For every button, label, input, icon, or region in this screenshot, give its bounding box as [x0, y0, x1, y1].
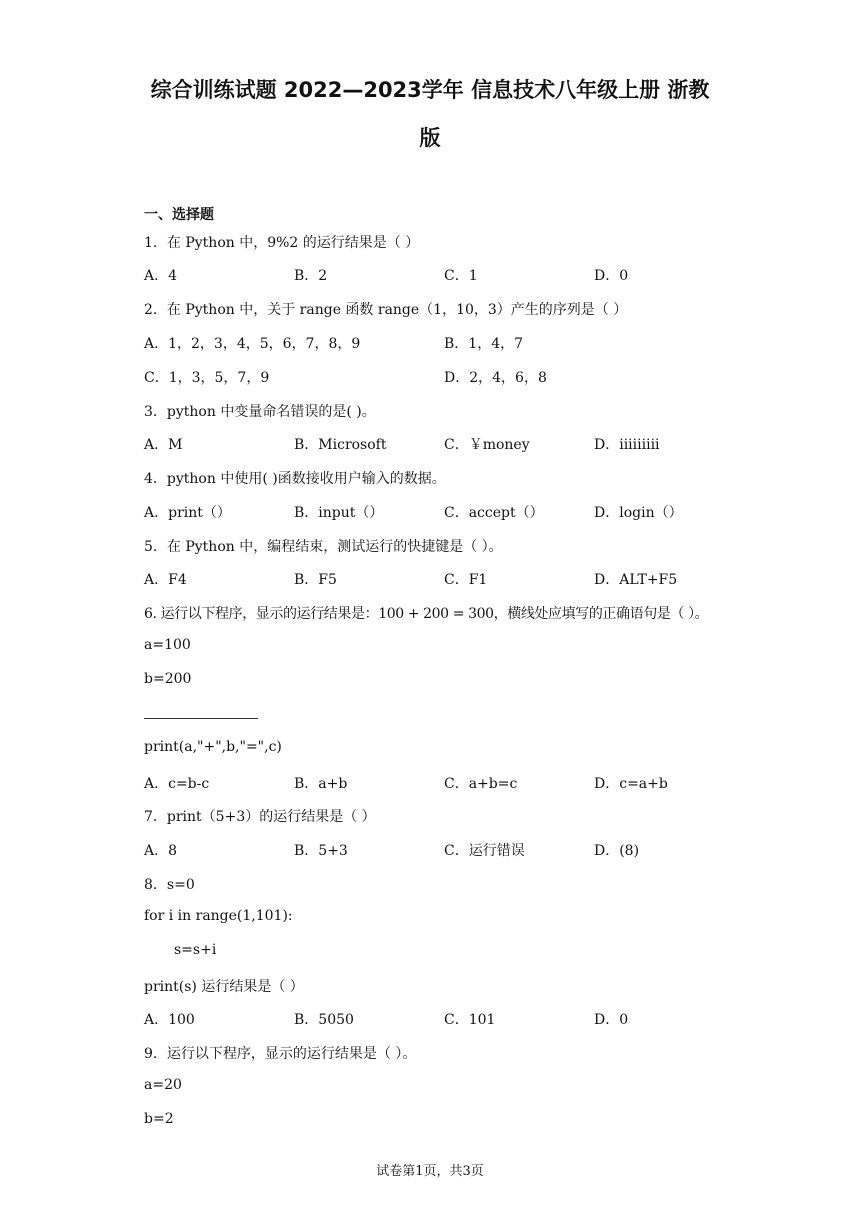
question-1-option-d: D．0 [594, 268, 629, 284]
question-9-code-line-1: a=20 [144, 1077, 182, 1093]
question-1-option-a: A．4 [144, 268, 178, 284]
question-4-stem: 4．python 中使用( )函数接收用户输入的数据。 [144, 471, 446, 487]
question-6-option-d: D．c=a+b [594, 776, 668, 792]
question-6-answer-blank [144, 718, 258, 719]
question-6-stem: 6. 运行以下程序，显示的运行结果是：100 + 200 = 300，横线处应填写的正确语句是（ ）。 [144, 606, 709, 622]
page-footer: 试卷第1页，共3页 [376, 1164, 484, 1179]
question-8-option-a: A．100 [144, 1012, 195, 1028]
question-1-option-b: B．2 [294, 268, 328, 284]
section-heading: 一、选择题 [144, 207, 214, 223]
page-title-line-1: 综合训练试题 2022—2023学年 信息技术八年级上册 浙教 [150, 78, 710, 102]
question-2-option-c: C．1，3，5，7，9 [144, 370, 270, 386]
question-5-stem: 5．在 Python 中，编程结束，测试运行的快捷键是（ ）。 [144, 539, 503, 555]
question-1-stem: 1．在 Python 中，9%2 的运行结果是（ ） [144, 235, 420, 251]
question-8-option-c: C．101 [444, 1012, 496, 1028]
question-8-option-d: D．0 [594, 1012, 629, 1028]
question-3-option-b: B．Microsoft [294, 437, 387, 453]
question-4-option-b: B．input（） [294, 505, 384, 521]
question-3-stem: 3．python 中变量命名错误的是( )。 [144, 404, 376, 420]
question-2-option-d: D．2，4，6，8 [444, 370, 547, 386]
question-4-option-d: D．login（） [594, 505, 683, 521]
question-8-option-b: B．5050 [294, 1012, 354, 1028]
question-9-stem: 9．运行以下程序，显示的运行结果是（ ）。 [144, 1046, 417, 1062]
question-7-option-b: B．5+3 [294, 843, 348, 859]
question-8-code-line-3: print(s) 运行结果是（ ） [144, 979, 304, 995]
question-1-option-c: C．1 [444, 268, 478, 284]
question-5-option-d: D．ALT+F5 [594, 572, 678, 588]
question-8-code-line-2: s=s+i [174, 942, 217, 958]
question-3-option-c: C．￥money [444, 437, 530, 453]
question-5-option-c: C．F1 [444, 572, 488, 588]
question-7-option-c: C．运行错误 [444, 843, 525, 859]
question-6-option-b: B．a+b [294, 776, 348, 792]
question-5-option-b: B．F5 [294, 572, 337, 588]
question-6-code-line-3: print(a,"+",b,"=",c) [144, 739, 282, 755]
question-4-option-c: C．accept（） [444, 505, 544, 521]
question-2-stem: 2．在 Python 中，关于 range 函数 range（1，10，3）产生的序列是（ ） [144, 302, 628, 318]
question-6-code-line-2: b=200 [144, 671, 192, 687]
question-6-option-a: A．c=b-c [144, 776, 210, 792]
question-2-option-a: A．1，2，3，4，5，6，7，8，9 [144, 336, 361, 352]
question-3-option-d: D．iiiiiiiii [594, 437, 660, 453]
question-7-stem: 7．print（5+3）的运行结果是（ ） [144, 809, 376, 825]
question-6-code-line-1: a=100 [144, 637, 191, 653]
question-2-option-b: B．1，4，7 [444, 336, 524, 352]
question-7-option-d: D．(8) [594, 843, 640, 859]
question-6-option-c: C．a+b=c [444, 776, 518, 792]
question-3-option-a: A．M [144, 437, 183, 453]
question-7-option-a: A．8 [144, 843, 178, 859]
question-4-option-a: A．print（） [144, 505, 231, 521]
question-9-code-line-2: b=2 [144, 1111, 174, 1127]
question-8-code-line-1: for i in range(1,101): [144, 908, 293, 924]
page-title-line-2: 版 [419, 126, 441, 150]
question-8-stem: 8．s=0 [144, 877, 195, 893]
question-5-option-a: A．F4 [144, 572, 187, 588]
